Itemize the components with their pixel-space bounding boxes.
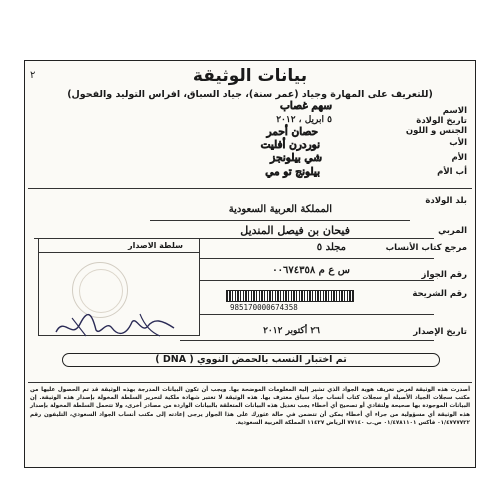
row-rule [200,280,434,281]
sire-value: نوردرن أفليت [260,139,320,151]
footer-disclaimer: أصدرت هذه الوثيقة لغرض تعريف هوية الجواد الذي تشير إليه المعلومات الموضحة بها. ويجب أن تكون البيانات المدرجة بهذه الوثيقة قد تم الحصول عليها من مكتب سجلات الجياد الأصيلة أو سجلات كتاب أنساب جياد سباق معترف بها. هذه الوثيقة لا تعتبر شهادة ملكية لتحرير السلطة المخولة بإصدار هذه الوثيقة. إن البيانات الموجودة بها صحيحة ولتفادي أو تصحيح أي أخطاء يجب تعديل هذه البيانات المتعلقة بالبيانات الواردة من مصادر أخرى، ولا تتحمل السلطة المخولة بإصدار هذه الوثيقة أي مسؤولية من جراء أي أخطاء يمكن أن تتضمن في حالة عثورك على هذا الجواز يرجى إعادته إلى مكتب أنساب الجواد السعودي، التليفون رقم ٠١/٤٧٧٧٧٢٢ فاكس ٠١/٤٧٨١١٠١ ص.ب ٧٧١٤٠ الرياض ١١٤٢٧ المملكة العربية السعودية. [30,387,470,426]
issue-date-value: ٢٦ أكتوبر ٢٠١٢ [263,326,320,336]
stud-book-label: مرجع كتاب الأنساب [385,243,467,253]
row-rule [150,220,410,221]
issuer-label: سلطة الاصدار [128,241,183,250]
sex-color-value: حصان أحمر [266,126,318,138]
folio-number: ٢ [30,70,36,81]
birth-country-value: المملكة العربية السعودية [228,204,332,215]
breeder-value: فيحان بن فيصل المنديل [240,224,350,237]
dam-sire-value: بيلونج تو مي [265,166,320,178]
name-value: سهم غصاب [280,100,332,112]
footer-divider [28,382,472,383]
birth-date-label: تاريخ الولادة [416,116,467,126]
passport-number-value: س ع م ٠٠٦٧٤٣٥٨ [272,265,350,276]
row-rule [180,340,434,341]
passport-number-label: رقم الجواز [421,270,467,280]
barcode-icon [226,290,354,302]
microchip-number: 985170000674358 [230,303,298,312]
document-title: بيانات الوثيقة [192,66,308,86]
issuer-box-rule [38,252,200,253]
dam-label: الأم [451,153,467,163]
birth-date-value: ٥ ابريل ، ٢٠١٢ [276,115,332,125]
document-subtitle: (للتعريف على المهارة وجياد (عمر سنة)، جياد السباق، افراس التوليد والفحول) [67,89,433,100]
signature-icon [52,306,180,346]
microchip-label: رقم الشريحة [412,289,467,299]
birth-country-label: بلد الولادة [425,196,467,206]
issue-date-label: تاريخ الإصدار [413,327,467,337]
name-label: الاسم [442,106,467,116]
dna-notice: تم اختبار النسب بالحمض النووي ( DNA ) [155,354,347,365]
sex-color-label: الجنس و اللون [405,126,467,136]
dam-sire-label: أب الأم [437,167,467,177]
row-rule [200,314,434,315]
breeder-label: المربي [438,226,467,236]
stud-book-value: مجلد ٥ [316,242,346,253]
row-rule [200,258,434,259]
dam-value: شي بيلونجز [270,152,322,164]
sire-label: الأب [449,138,467,148]
section-divider [28,188,472,189]
